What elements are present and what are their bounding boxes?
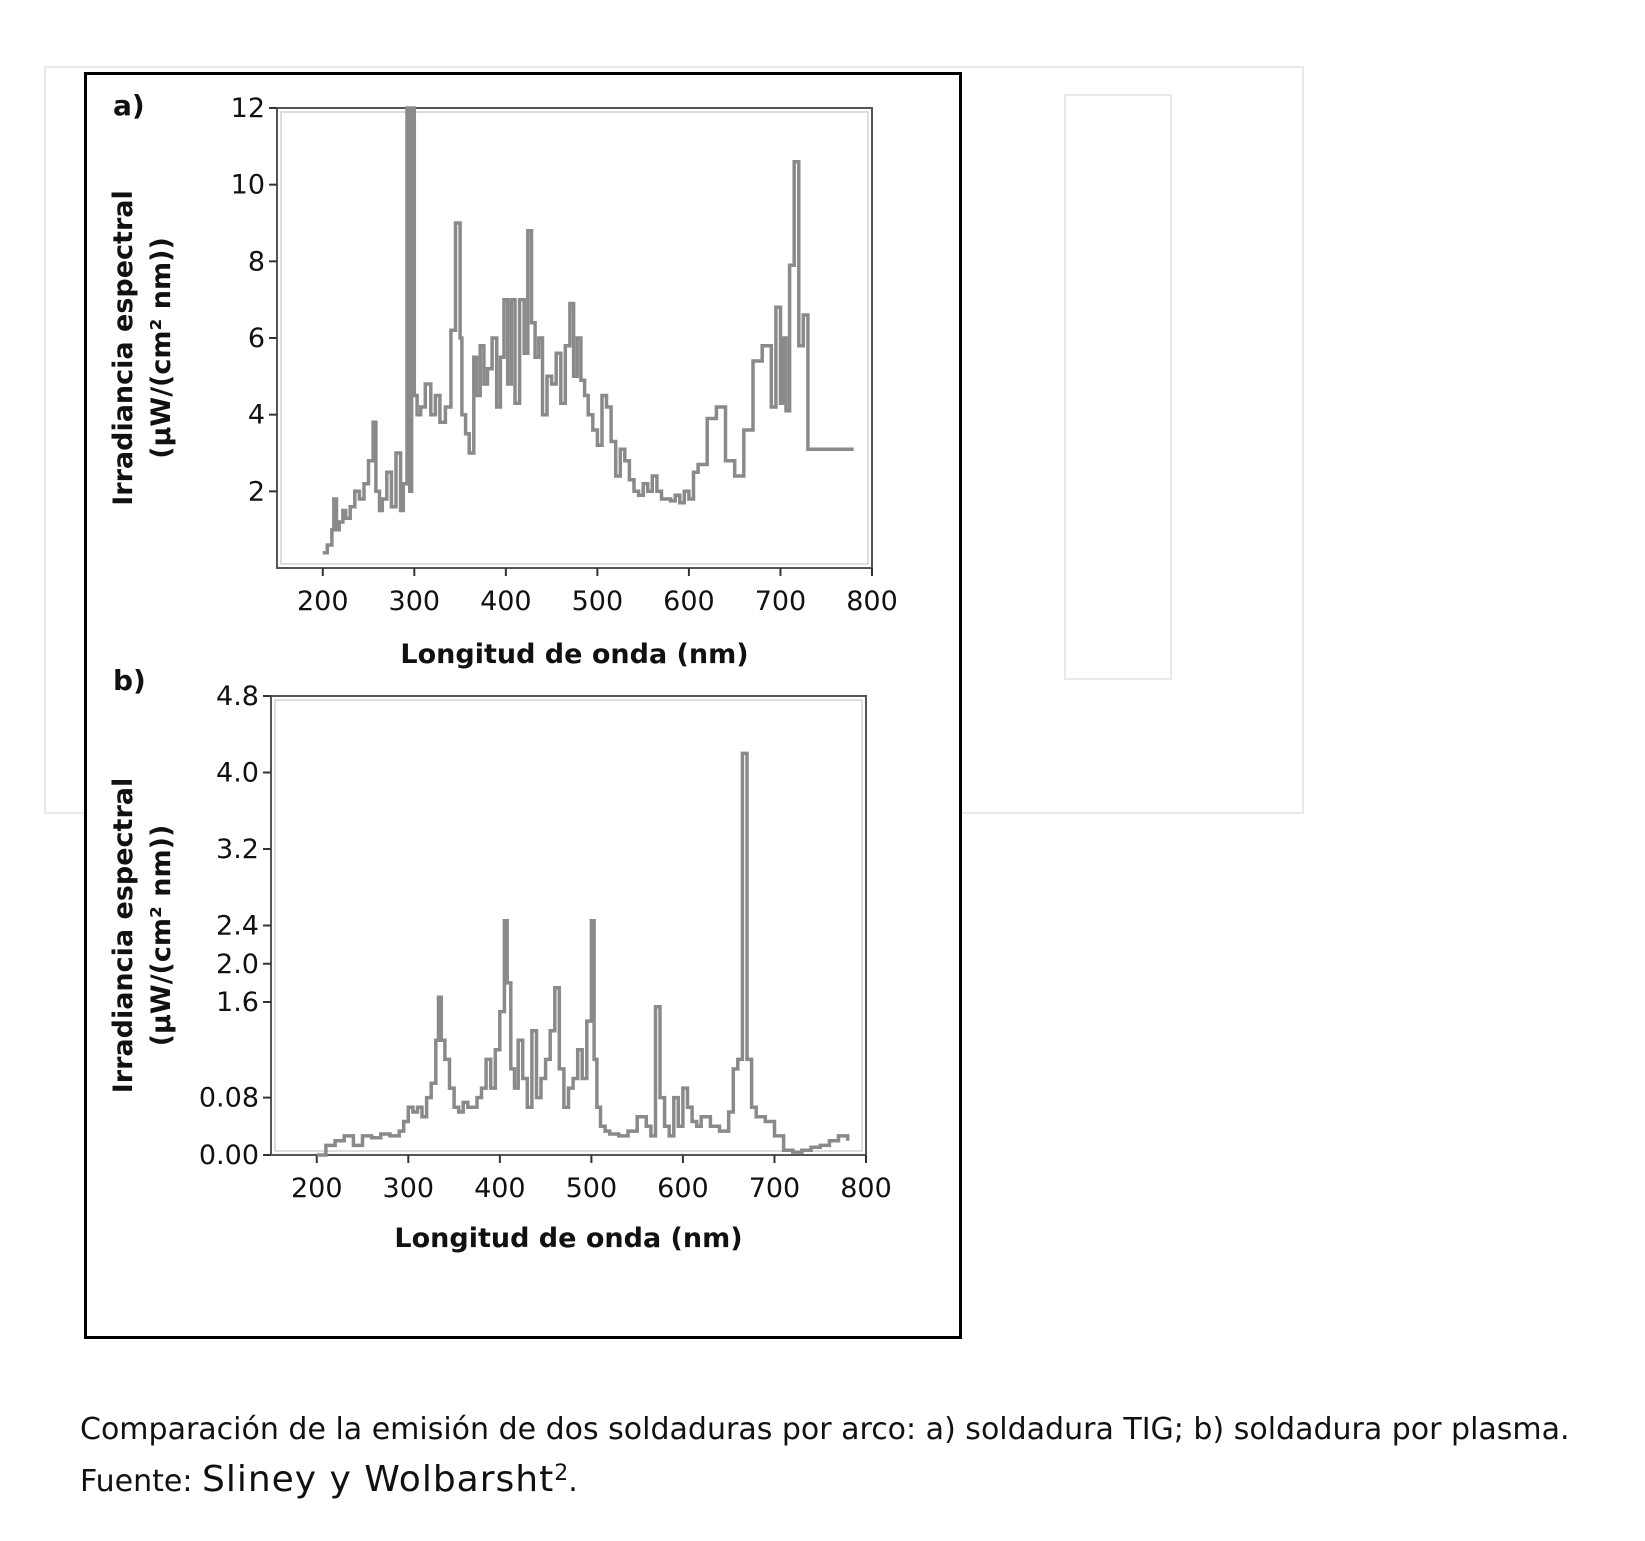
x-tick-label: 700	[754, 586, 807, 617]
y-tick-label: 0.00	[198, 1140, 259, 1171]
caption-reference-number: 2	[554, 1461, 569, 1486]
x-tick-label: 800	[846, 586, 898, 617]
y-axis-title: Irradiancia espectral	[108, 190, 139, 506]
y-tick-label: 2.4	[216, 910, 259, 942]
caption-text: Comparación de la emisión de dos soldaduras por arco: a) soldadura TIG; b) soldadura por plasma. Fuente:	[80, 1412, 1570, 1499]
x-tick-label: 600	[657, 1173, 709, 1204]
y-axis-title: Irradiancia espectral	[108, 777, 139, 1094]
y-tick-label: 2.0	[216, 948, 259, 980]
x-tick-label: 200	[290, 1173, 343, 1204]
bleed-through-frame-inner	[1064, 94, 1172, 680]
y-tick-label: 10	[230, 169, 265, 201]
y-tick-label: 4.8	[216, 681, 259, 712]
spectrum-line-1	[323, 108, 854, 553]
x-tick-label: 800	[840, 1173, 892, 1204]
y-axis-units: (μW/(cm² nm))	[146, 824, 177, 1047]
y-tick-label: 4	[247, 399, 265, 431]
x-tick-label: 200	[296, 586, 349, 617]
x-tick-label: 300	[388, 586, 441, 617]
figure-frame	[84, 72, 962, 1339]
x-axis-title: Longitud de onda (nm)	[394, 1223, 743, 1254]
x-tick-label: 400	[474, 1173, 526, 1204]
y-tick-label: 8	[247, 246, 265, 278]
plot-inner-border-2	[275, 700, 862, 1151]
y-tick-label: 0.08	[198, 1082, 259, 1114]
x-tick-label: 700	[748, 1173, 801, 1204]
x-tick-label: 500	[571, 586, 624, 617]
x-tick-label: 600	[663, 586, 715, 617]
caption-source: Sliney y Wolbarsht	[201, 1459, 555, 1500]
figure-caption	[80, 1408, 1620, 1504]
plot-area-2	[271, 696, 866, 1155]
y-tick-label: 12	[230, 93, 265, 124]
y-axis-units: (μW/(cm² nm))	[146, 237, 177, 459]
x-tick-label: 400	[480, 586, 532, 617]
spectrum-line-2	[317, 753, 848, 1155]
y-tick-label: 4.0	[216, 757, 259, 789]
panel-label: a)	[113, 89, 145, 122]
x-tick-label: 500	[565, 1173, 618, 1204]
chart-svg	[87, 75, 959, 1336]
y-tick-label: 3.2	[216, 834, 259, 865]
caption-end: .	[568, 1464, 578, 1499]
y-tick-label: 1.6	[216, 987, 259, 1018]
x-axis-title: Longitud de onda (nm)	[400, 639, 749, 670]
y-tick-label: 6	[247, 323, 265, 354]
y-tick-label: 2	[247, 476, 265, 508]
x-tick-label: 300	[382, 1173, 435, 1204]
panel-label: b)	[113, 664, 146, 697]
